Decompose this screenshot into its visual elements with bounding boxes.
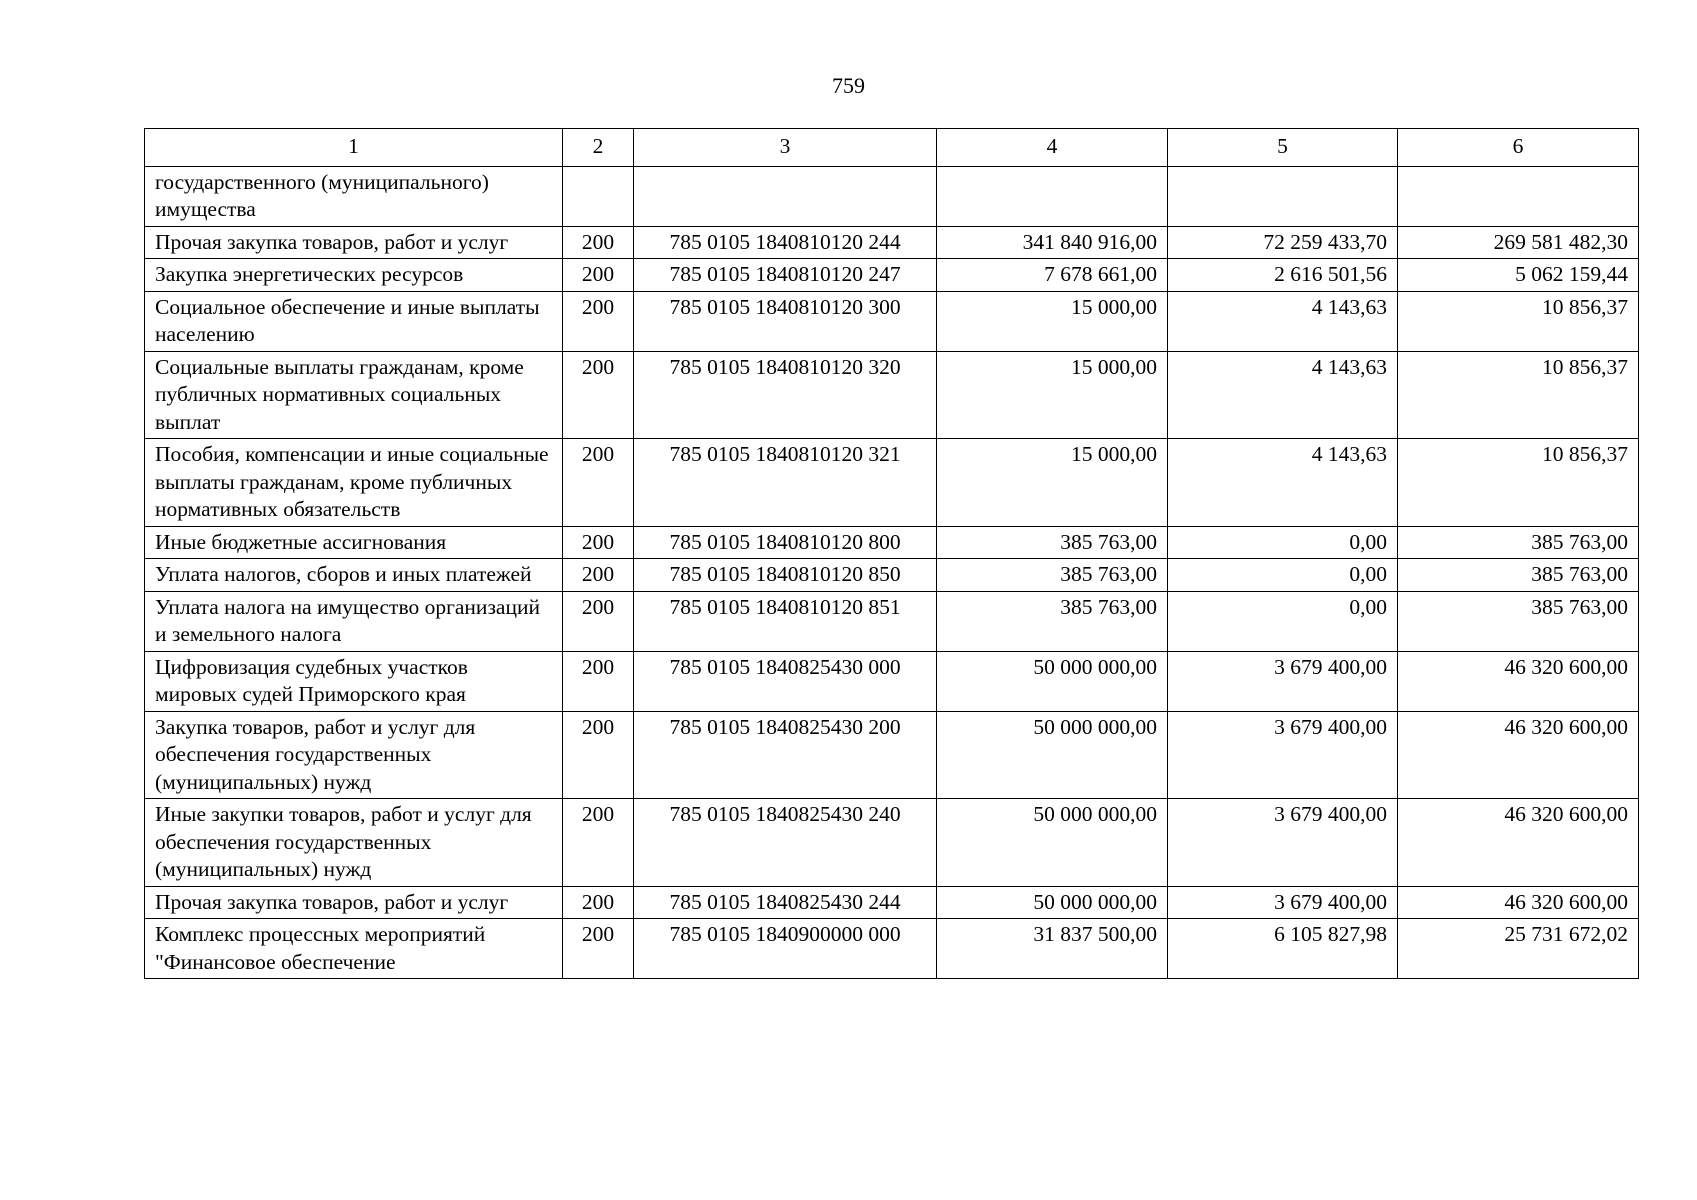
row-description: Иные бюджетные ассигнования bbox=[145, 526, 563, 559]
row-remaining-amount: 10 856,37 bbox=[1398, 439, 1639, 527]
row-description: Прочая закупка товаров, работ и услуг bbox=[145, 226, 563, 259]
row-remaining-amount: 385 763,00 bbox=[1398, 559, 1639, 592]
row-description: Социальное обеспечение и иные выплаты населению bbox=[145, 291, 563, 351]
table-row bbox=[145, 591, 1639, 651]
row-classification-code: 785 0105 1840810120 321 bbox=[634, 439, 937, 527]
table-row bbox=[145, 711, 1639, 799]
row-code: 200 bbox=[563, 886, 634, 919]
row-approved-amount: 50 000 000,00 bbox=[937, 651, 1168, 711]
row-remaining-amount: 46 320 600,00 bbox=[1398, 799, 1639, 887]
row-code: 200 bbox=[563, 651, 634, 711]
row-approved-amount: 15 000,00 bbox=[937, 291, 1168, 351]
row-code: 200 bbox=[563, 919, 634, 979]
table-row bbox=[145, 291, 1639, 351]
row-description: Закупка энергетических ресурсов bbox=[145, 259, 563, 292]
row-executed-amount: 3 679 400,00 bbox=[1168, 711, 1398, 799]
row-code bbox=[563, 166, 634, 226]
row-approved-amount: 31 837 500,00 bbox=[937, 919, 1168, 979]
row-executed-amount: 4 143,63 bbox=[1168, 439, 1398, 527]
table-row bbox=[145, 259, 1639, 292]
row-description: Уплата налога на имущество организаций и земельного налога bbox=[145, 591, 563, 651]
column-header: 3 bbox=[634, 129, 937, 167]
row-remaining-amount: 269 581 482,30 bbox=[1398, 226, 1639, 259]
row-approved-amount: 15 000,00 bbox=[937, 439, 1168, 527]
row-code: 200 bbox=[563, 591, 634, 651]
row-classification-code: 785 0105 1840900000 000 bbox=[634, 919, 937, 979]
row-remaining-amount: 5 062 159,44 bbox=[1398, 259, 1639, 292]
row-executed-amount: 2 616 501,56 bbox=[1168, 259, 1398, 292]
row-remaining-amount: 46 320 600,00 bbox=[1398, 711, 1639, 799]
row-classification-code: 785 0105 1840810120 244 bbox=[634, 226, 937, 259]
table-row bbox=[145, 919, 1639, 979]
row-executed-amount bbox=[1168, 166, 1398, 226]
column-header: 2 bbox=[563, 129, 634, 167]
table-row bbox=[145, 526, 1639, 559]
row-remaining-amount: 25 731 672,02 bbox=[1398, 919, 1639, 979]
column-header: 4 bbox=[937, 129, 1168, 167]
row-description: Комплекс процессных мероприятий "Финансовое обеспечение bbox=[145, 919, 563, 979]
row-executed-amount: 3 679 400,00 bbox=[1168, 886, 1398, 919]
row-classification-code bbox=[634, 166, 937, 226]
column-header: 6 bbox=[1398, 129, 1639, 167]
row-code: 200 bbox=[563, 559, 634, 592]
table-row bbox=[145, 226, 1639, 259]
table-row bbox=[145, 886, 1639, 919]
row-description: Пособия, компенсации и иные социальные выплаты гражданам, кроме публичных нормативных обязательств bbox=[145, 439, 563, 527]
row-code: 200 bbox=[563, 439, 634, 527]
row-remaining-amount: 10 856,37 bbox=[1398, 351, 1639, 439]
row-executed-amount: 0,00 bbox=[1168, 591, 1398, 651]
row-approved-amount: 341 840 916,00 bbox=[937, 226, 1168, 259]
row-description: Уплата налогов, сборов и иных платежей bbox=[145, 559, 563, 592]
row-classification-code: 785 0105 1840810120 851 bbox=[634, 591, 937, 651]
row-remaining-amount bbox=[1398, 166, 1639, 226]
row-executed-amount: 6 105 827,98 bbox=[1168, 919, 1398, 979]
row-classification-code: 785 0105 1840810120 800 bbox=[634, 526, 937, 559]
row-description: Цифровизация судебных участков мировых судей Приморского края bbox=[145, 651, 563, 711]
row-remaining-amount: 385 763,00 bbox=[1398, 526, 1639, 559]
row-remaining-amount: 10 856,37 bbox=[1398, 291, 1639, 351]
row-remaining-amount: 46 320 600,00 bbox=[1398, 886, 1639, 919]
column-header: 5 bbox=[1168, 129, 1398, 167]
row-approved-amount: 50 000 000,00 bbox=[937, 799, 1168, 887]
row-classification-code: 785 0105 1840825430 244 bbox=[634, 886, 937, 919]
row-approved-amount: 385 763,00 bbox=[937, 591, 1168, 651]
row-classification-code: 785 0105 1840810120 247 bbox=[634, 259, 937, 292]
row-code: 200 bbox=[563, 526, 634, 559]
row-executed-amount: 3 679 400,00 bbox=[1168, 651, 1398, 711]
table-row bbox=[145, 166, 1639, 226]
row-classification-code: 785 0105 1840810120 300 bbox=[634, 291, 937, 351]
row-description: государственного (муниципального) имущества bbox=[145, 166, 563, 226]
row-code: 200 bbox=[563, 226, 634, 259]
row-executed-amount: 0,00 bbox=[1168, 526, 1398, 559]
table-row bbox=[145, 799, 1639, 887]
table-row bbox=[145, 559, 1639, 592]
row-executed-amount: 4 143,63 bbox=[1168, 351, 1398, 439]
row-classification-code: 785 0105 1840810120 320 bbox=[634, 351, 937, 439]
row-classification-code: 785 0105 1840810120 850 bbox=[634, 559, 937, 592]
row-remaining-amount: 385 763,00 bbox=[1398, 591, 1639, 651]
row-approved-amount: 15 000,00 bbox=[937, 351, 1168, 439]
page-number: 759 bbox=[832, 73, 865, 98]
row-approved-amount: 385 763,00 bbox=[937, 559, 1168, 592]
row-executed-amount: 0,00 bbox=[1168, 559, 1398, 592]
row-classification-code: 785 0105 1840825430 000 bbox=[634, 651, 937, 711]
row-classification-code: 785 0105 1840825430 200 bbox=[634, 711, 937, 799]
column-header: 1 bbox=[145, 129, 563, 167]
row-code: 200 bbox=[563, 351, 634, 439]
row-approved-amount bbox=[937, 166, 1168, 226]
table-row bbox=[145, 351, 1639, 439]
row-approved-amount: 385 763,00 bbox=[937, 526, 1168, 559]
budget-table bbox=[144, 128, 1639, 979]
row-code: 200 bbox=[563, 711, 634, 799]
row-approved-amount: 7 678 661,00 bbox=[937, 259, 1168, 292]
row-code: 200 bbox=[563, 799, 634, 887]
table-row bbox=[145, 651, 1639, 711]
row-approved-amount: 50 000 000,00 bbox=[937, 886, 1168, 919]
row-executed-amount: 72 259 433,70 bbox=[1168, 226, 1398, 259]
row-classification-code: 785 0105 1840825430 240 bbox=[634, 799, 937, 887]
row-code: 200 bbox=[563, 259, 634, 292]
table-header-row bbox=[145, 129, 1639, 167]
table-body bbox=[145, 166, 1639, 979]
row-description: Социальные выплаты гражданам, кроме публичных нормативных социальных выплат bbox=[145, 351, 563, 439]
row-remaining-amount: 46 320 600,00 bbox=[1398, 651, 1639, 711]
row-code: 200 bbox=[563, 291, 634, 351]
row-executed-amount: 4 143,63 bbox=[1168, 291, 1398, 351]
table-row bbox=[145, 439, 1639, 527]
row-description: Закупка товаров, работ и услуг для обеспечения государственных (муниципальных) нужд bbox=[145, 711, 563, 799]
row-approved-amount: 50 000 000,00 bbox=[937, 711, 1168, 799]
row-executed-amount: 3 679 400,00 bbox=[1168, 799, 1398, 887]
row-description: Прочая закупка товаров, работ и услуг bbox=[145, 886, 563, 919]
row-description: Иные закупки товаров, работ и услуг для обеспечения государственных (муниципальных) нужд bbox=[145, 799, 563, 887]
